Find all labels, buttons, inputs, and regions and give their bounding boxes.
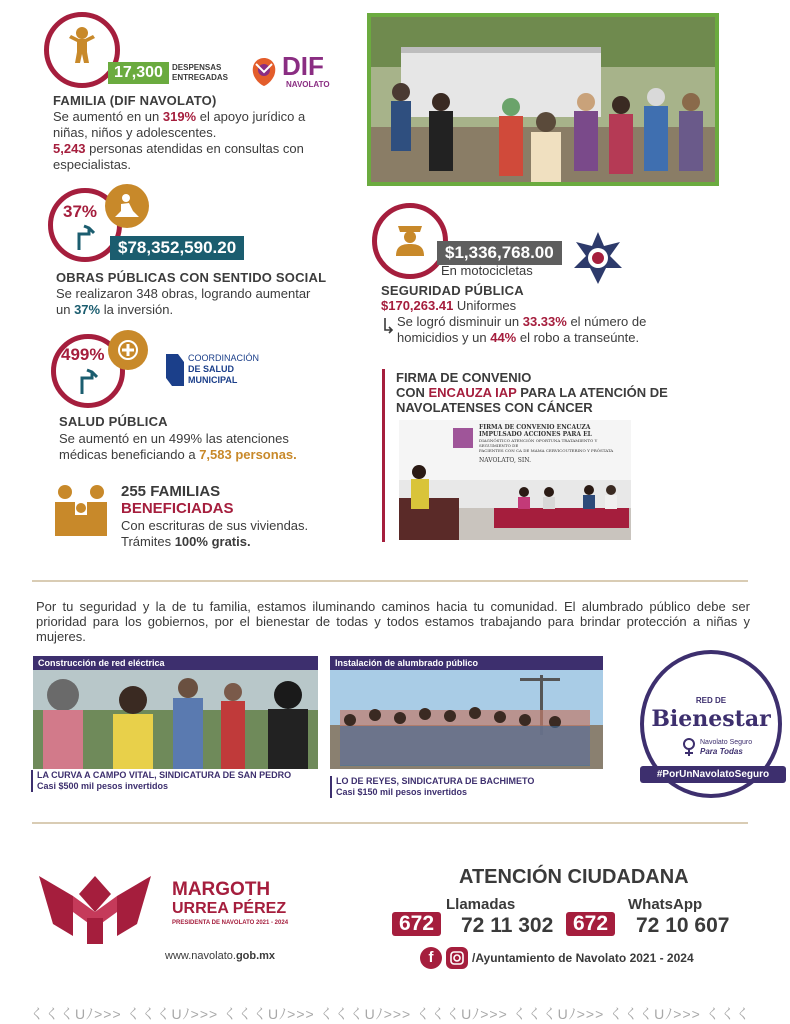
despensas-label-2: ENTREGADAS — [172, 73, 229, 82]
alumbrado-paragraph: Por tu seguridad y la de tu familia, estamos iluminando caminos hacia tu comunidad. El alumbrado público debe ser prioridad para los gobiernos, por el bienestar de todas y todos estamos trabajando para brindar protección a niñas y mujeres. — [36, 599, 750, 644]
familia-title: FAMILIA (DIF NAVOLATO) — [53, 93, 217, 108]
down-arrow-icon — [382, 318, 394, 336]
dif-logo-sub: NAVOLATO — [286, 80, 330, 89]
salud-logo-text: COORDINACIÓN DE SALUD MUNICIPAL — [188, 353, 260, 385]
social-handle[interactable]: /Ayuntamiento de Navolato 2021 - 2024 — [472, 951, 694, 965]
construction-icon — [105, 184, 149, 228]
llamadas-label: Llamadas — [446, 896, 516, 913]
seguridad-amount-label: En motocicletas — [441, 263, 533, 278]
convenio-banner: FIRMA DE CONVENIO ENCAUZA IMPULSADO ACCIONES PARA EL DIAGNÓSTICO ATENCIÓN OPORTUNA TRATAMIENTO Y SEGUIMIENTO DE PACIENTES CON CA DE MAMA CERVICOUTERINO Y PRÓSTATA NAVOLATO, SIN. — [399, 420, 631, 480]
seguridad-amount: $1,336,768.00 — [437, 241, 562, 265]
familias-title: 255 FAMILIAS BENEFICIADAS — [121, 483, 234, 517]
familia-text: Se aumentó en un 319% el apoyo jurídico a niñas, niños y adolescentes. 5,243 personas atendidas en consultas con especialistas. — [53, 109, 306, 172]
instagram-icon[interactable] — [446, 947, 468, 969]
footer-pattern: くくくUﾉ>>> くくくUﾉ>>> くくくUﾉ>>> くくくUﾉ>>> くくくUﾉ>>> くくくUﾉ>>> くくくUﾉ>>> くくく — [30, 1006, 751, 1022]
phone1-area[interactable]: 672 — [392, 912, 441, 936]
seguridad-title: SEGURIDAD PÚBLICA — [381, 283, 524, 298]
child-icon — [62, 25, 102, 65]
atencion-title: ATENCIÓN CIUDADANA — [459, 866, 689, 888]
photo-despensas — [367, 13, 719, 186]
dif-logo — [246, 52, 338, 92]
photo2-title: Instalación de alumbrado público — [330, 656, 603, 670]
convenio-divider — [382, 369, 385, 542]
despensas-count: 17,300 — [108, 62, 169, 84]
family-icon — [53, 484, 109, 536]
photo1-title: Construcción de red eléctrica — [33, 656, 318, 670]
section-divider-top — [32, 580, 748, 582]
footer-website[interactable]: www.navolato.gob.mx — [165, 950, 276, 962]
section-divider-bottom — [32, 822, 748, 824]
obras-text: Se realizaron 348 obras, logrando aumentar un 37% la inversión. — [56, 286, 311, 317]
phone2-number[interactable]: 72 10 607 — [636, 914, 730, 937]
obras-pct: 37% — [63, 202, 98, 221]
obras-title: OBRAS PÚBLICAS CON SENTIDO SOCIAL — [56, 270, 327, 285]
up-arrow-icon — [75, 224, 95, 250]
police-badge-icon — [570, 230, 626, 286]
salud-title: SALUD PÚBLICA — [59, 414, 168, 429]
female-symbol-icon — [682, 738, 696, 756]
bienestar-main: Bienestar — [651, 706, 771, 732]
seguridad-text: Se logró disminuir un 33.33% el número de homicidios y un 44% el robo a transeúnte. — [397, 314, 647, 345]
whatsapp-label: WhatsApp — [628, 896, 703, 913]
despensas-label-1: DESPENSAS — [172, 63, 222, 72]
up-arrow-icon-2 — [78, 368, 98, 394]
seguridad-uniformes: $170,263.41 Uniformes — [381, 298, 517, 313]
margoth-logo-icon — [33, 866, 157, 946]
phone2-area[interactable]: 672 — [566, 912, 615, 936]
convenio-scene — [399, 420, 631, 540]
obras-amount: $78,352,590.20 — [110, 236, 244, 260]
photo-red-electrica — [33, 670, 318, 769]
familias-text: Con escrituras de sus viviendas. Trámites 100% gratis. — [121, 518, 309, 549]
dif-logo-text: DIF — [282, 51, 324, 81]
salud-pct: 499% — [61, 345, 105, 364]
despensas-label — [172, 63, 228, 83]
photo1-caption: LA CURVA A CAMPO VITAL, SINDICATURA DE SAN PEDRO Casi $500 mil pesos invertidos — [31, 770, 321, 792]
convenio-title: FIRMA DE CONVENIO CON ENCAUZA IAP PARA LA ATENCIÓN DE NAVOLATENSES CON CÁNCER — [396, 370, 668, 415]
salud-text: Se aumentó en un 499% las atenciones médicas beneficiando a 7,583 personas. — [59, 431, 297, 462]
facebook-icon[interactable]: f — [420, 947, 442, 969]
bienestar-top: RED DE — [695, 696, 727, 705]
bienestar-sub: Navolato Seguro Para Todas — [700, 739, 753, 756]
phone1-number[interactable]: 72 11 302 — [461, 914, 554, 937]
photo-convenio — [399, 420, 631, 540]
footer-name: MARGOTH URREA PÉREZ PRESIDENTA DE NAVOLATO 2021 - 2024 — [172, 879, 289, 926]
salud-logo — [166, 352, 276, 388]
dif-logo-icon — [246, 54, 282, 90]
health-cross-icon — [108, 330, 148, 370]
photo-alumbrado — [330, 670, 603, 769]
police-icon — [390, 218, 430, 258]
bienestar-hashtag: #PorUnNavolatoSeguro — [640, 766, 786, 783]
salud-logo-icon — [166, 354, 184, 386]
photo2-caption: LO DE REYES, SINDICATURA DE BACHIMETO Casi $150 mil pesos invertidos — [330, 776, 610, 798]
